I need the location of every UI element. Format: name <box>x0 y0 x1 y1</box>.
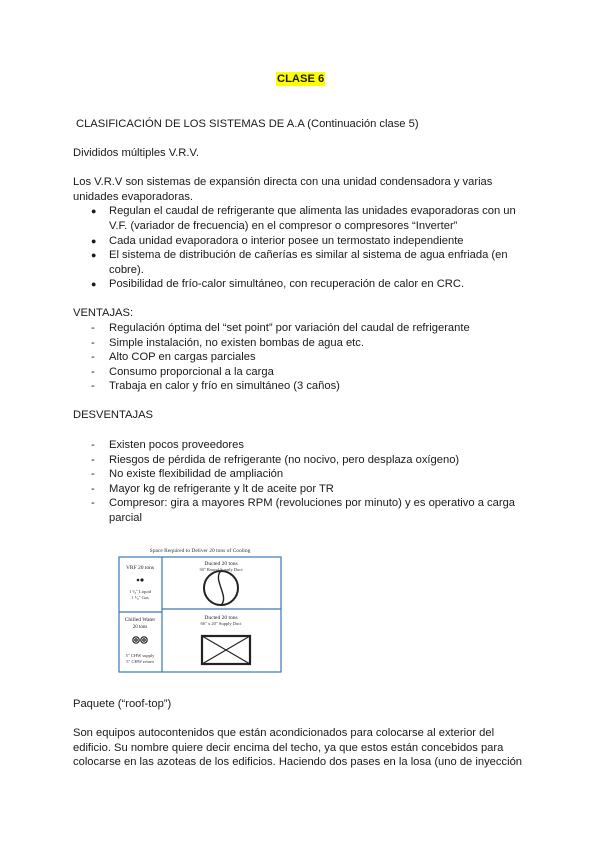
duct2-sub: 66" x 20" Supply Duct <box>200 621 242 626</box>
dash-marker: - <box>91 322 95 334</box>
list-item: Trabaja en calor y frío en simultáneo (3 caños) <box>109 380 340 392</box>
list-item: Consumo proporcional a la carga <box>109 366 274 378</box>
page-title: CLASE 6 <box>277 73 325 85</box>
round-duct-icon <box>204 571 238 605</box>
paquete-heading: Paquete (“roof-top”) <box>73 698 172 710</box>
duct1-sub: 30" Round Supply Duct <box>199 567 243 572</box>
list-item: Cada unidad evaporadora o interior posee un termostato independiente <box>109 235 464 247</box>
list-item: Riesgos de pérdida de refrigerante (no nocivo, pero desplaza oxígeno) <box>109 454 460 466</box>
paquete-line: Son equipos autocontenidos que están acondicionados para colocarse al exterior del <box>73 727 495 739</box>
bullet-dot: ● <box>91 279 97 289</box>
vrf-pipes-icon <box>137 578 144 581</box>
vrf-liquid: 1 ¹⁄₈" Liquid <box>128 589 152 594</box>
dash-marker: - <box>91 380 95 392</box>
list-item: Compresor: gira a mayores RPM (revoluciones por minuto) y es operativo a carga <box>109 497 516 509</box>
paquete-line: edificio. Su nombre quiere decir encima del techo, ya que estos están concebidos para <box>73 742 504 754</box>
list-item: El sistema de distribución de cañerías es similar al sistema de agua enfriada (en <box>109 249 508 261</box>
intro-line: Los V.R.V son sistemas de expansión directa con una unidad condensadora y varias <box>73 176 493 188</box>
list-item: Simple instalación, no existen bombas de agua etc. <box>109 337 364 349</box>
dash-marker: - <box>91 366 95 378</box>
list-item: Existen pocos proveedores <box>109 439 244 451</box>
list-item: Posibilidad de frío-calor simultáneo, con recuperación de calor en CRC. <box>109 278 465 290</box>
paquete-line: colocarse en las azoteas de los edificios. Haciendo dos pases en la losa (uno de inyección <box>73 756 523 768</box>
list-item: Mayor kg de refrigerante y lt de aceite por TR <box>109 483 334 495</box>
list-item: cobre). <box>109 264 144 276</box>
list-item: Alto COP en cargas parciales <box>109 351 256 363</box>
dash-marker: - <box>91 483 95 495</box>
duct1-title: Ducted 20 tons <box>204 561 238 567</box>
ventajas-heading: VENTAJAS: <box>73 307 134 319</box>
vrf-title: VRF 20 tons <box>125 565 155 571</box>
dash-marker: - <box>91 468 95 480</box>
chw-return: 5" CHW return <box>126 659 154 664</box>
list-item: Regulan el caudal de refrigerante que alimenta las unidades evaporadoras con un <box>109 205 516 217</box>
list-item: No existe flexibilidad de ampliación <box>109 468 284 480</box>
vrf-gas: 1 ⁵⁄₈" Gas <box>131 595 149 600</box>
subheading: Divididos múltiples V.R.V. <box>73 147 200 159</box>
chw-pipes-icon <box>133 637 147 643</box>
chilled-tons: 20 tons <box>132 625 148 630</box>
rect-duct-icon <box>202 636 250 664</box>
list-item: V.F. (variador de frecuencia) en el compresor o compresores “Inverter” <box>109 220 458 232</box>
desventajas-heading: DESVENTAJAS <box>73 409 153 421</box>
bullet-dot: ● <box>91 236 97 246</box>
chilled-title: Chilled Water <box>124 617 156 623</box>
section-heading: CLASIFICACIÓN DE LOS SISTEMAS DE A.A (Continuación clase 5) <box>76 118 419 130</box>
dash-marker: - <box>91 454 95 466</box>
dash-marker: - <box>91 351 95 363</box>
list-item-continuation: parcial <box>109 512 142 524</box>
duct2-title: Ducted 20 tons <box>204 615 238 621</box>
bullet-dot: ● <box>91 206 97 216</box>
bullet-dot: ● <box>91 250 97 260</box>
intro-line: unidades evaporadoras. <box>73 191 194 203</box>
figure-caption: Space Required to Deliver 20 tons of Cooling <box>149 548 251 554</box>
dash-marker: - <box>91 439 95 451</box>
list-item: Regulación óptima del “set point” por variación del caudal de refrigerante <box>109 322 470 334</box>
dash-marker: - <box>91 497 95 509</box>
dash-marker: - <box>91 337 95 349</box>
cooling-space-figure <box>118 544 282 674</box>
chw-supply: 5" CHW supply <box>125 653 155 658</box>
